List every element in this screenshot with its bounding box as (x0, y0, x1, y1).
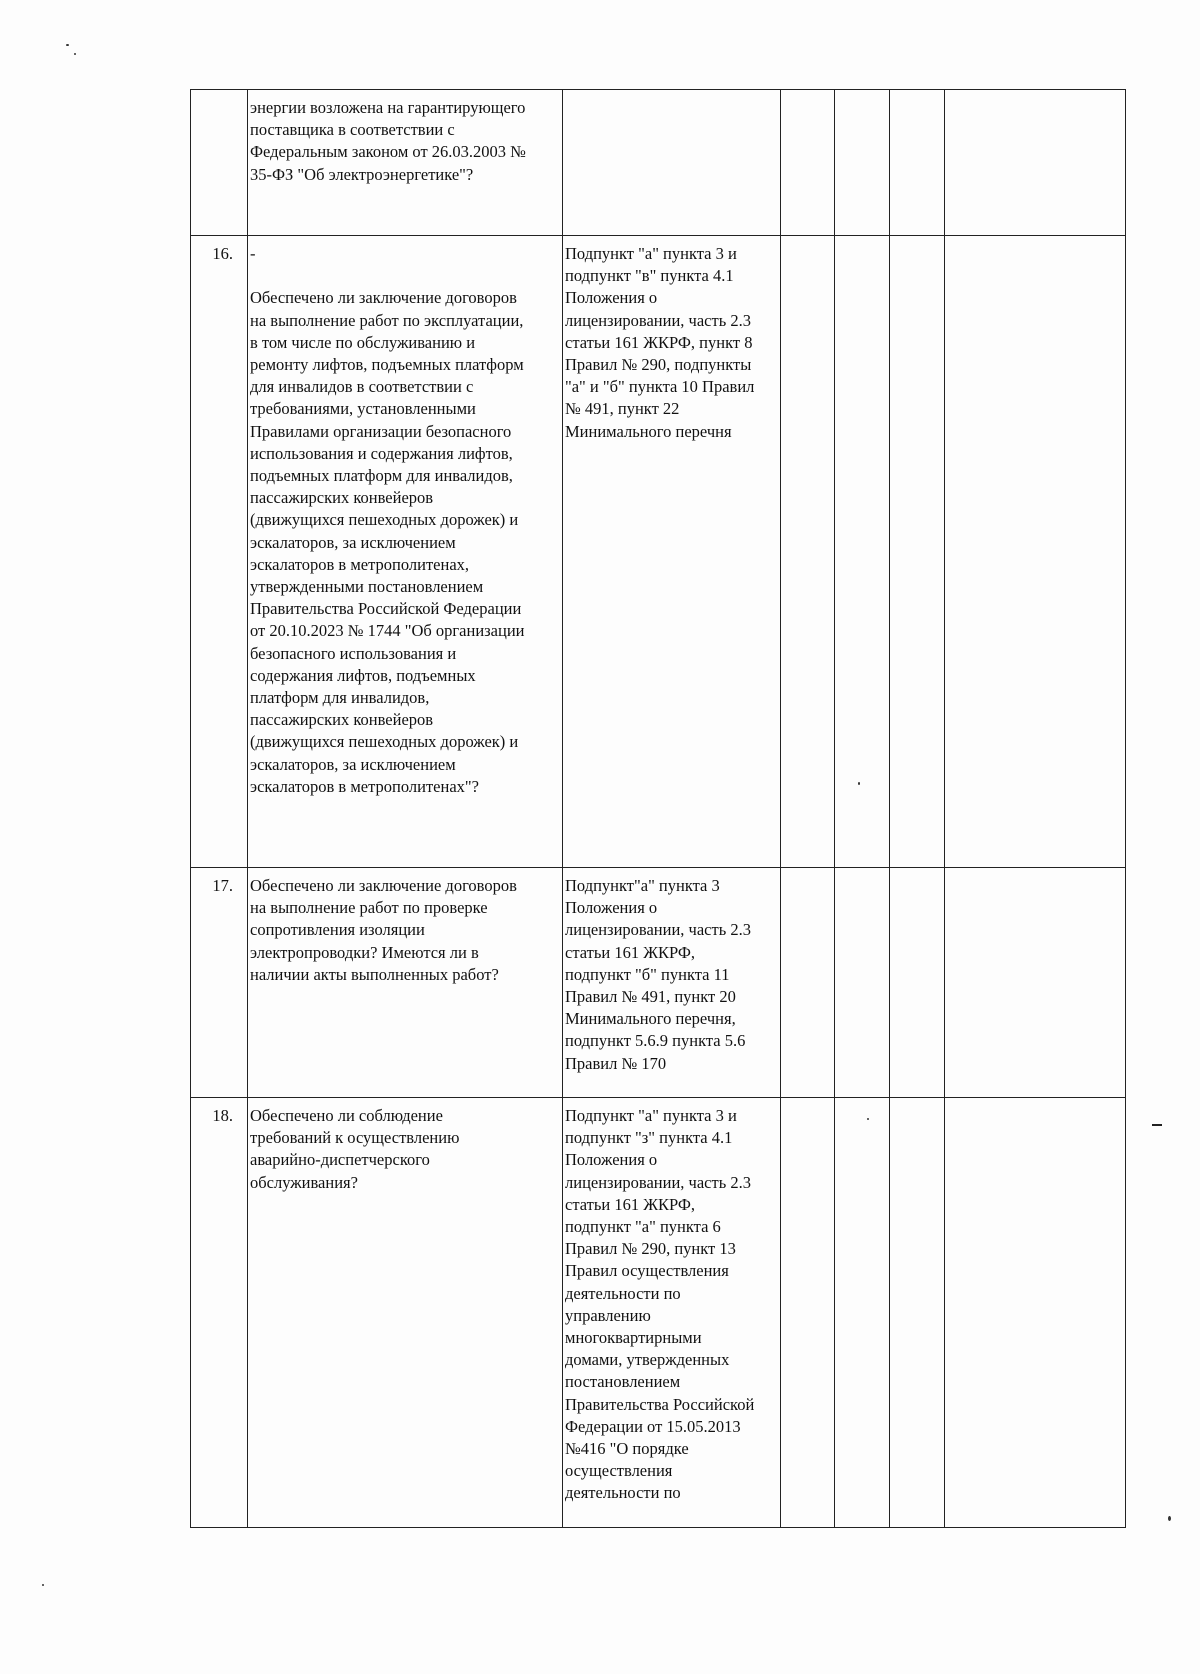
row-number (191, 90, 248, 236)
answer-na-cell (890, 1098, 945, 1528)
scan-speck (74, 53, 76, 55)
row-number: 16. (191, 236, 248, 868)
table-row (191, 1098, 1126, 1528)
answer-na-cell (890, 90, 945, 236)
answer-yes-cell (781, 868, 835, 1098)
scan-mark (1152, 1124, 1162, 1126)
answer-yes-cell (781, 1098, 835, 1528)
scan-speck (66, 44, 69, 46)
note-cell (945, 868, 1126, 1098)
scan-speck (1168, 1516, 1171, 1521)
table-row (191, 90, 1126, 236)
reference-cell: Подпункт "а" пункта 3 и подпункт "з" пункта 4.1 Положения о лицензировании, часть 2.3 статьи 161 ЖКРФ, подпункт "а" пункта 6 Правил № 290, пункт 13 Правил осуществления деятельности по управлению многоквартирными домами, утвержденных постановлением Правительства Российской Федерации от 15.05.2013 №416 "О порядке осуществления деятельности по (563, 1098, 781, 1528)
question-cell: Обеспечено ли соблюдение требований к осуществлению аварийно-диспетчерского обслуживания? (248, 1098, 563, 1528)
reference-cell: Подпункт "а" пункта 3 и подпункт "в" пункта 4.1 Положения о лицензировании, часть 2.3 статьи 161 ЖКРФ, пункт 8 Правил № 290, подпункты "а" и "б" пункта 10 Правил № 491, пункт 22 Минимального перечня (563, 236, 781, 868)
note-cell (945, 236, 1126, 868)
reference-cell (563, 90, 781, 236)
answer-no-cell (835, 1098, 890, 1528)
answer-yes-cell (781, 236, 835, 868)
question-cell: энергии возложена на гарантирующего поставщика в соответствии с Федеральным законом от 26.03.2003 № 35-ФЗ "Об электроэнергетике"? (248, 90, 563, 236)
table-row (191, 236, 1126, 868)
answer-no-cell (835, 90, 890, 236)
checklist-table (190, 89, 1126, 1528)
reference-cell: Подпункт"а" пункта 3 Положения о лицензировании, часть 2.3 статьи 161 ЖКРФ, подпункт "б" пункта 11 Правил № 491, пункт 20 Минимального перечня, подпункт 5.6.9 пункта 5.6 Правил № 170 (563, 868, 781, 1098)
answer-no-cell (835, 868, 890, 1098)
answer-yes-cell (781, 90, 835, 236)
table-row (191, 868, 1126, 1098)
row-number: 17. (191, 868, 248, 1098)
row-number: 18. (191, 1098, 248, 1528)
answer-na-cell (890, 236, 945, 868)
question-cell: Обеспечено ли заключение договоров на выполнение работ по проверке сопротивления изоляции электропроводки? Имеются ли в наличии акты выполненных работ? (248, 868, 563, 1098)
scan-speck (42, 1584, 44, 1586)
note-cell (945, 1098, 1126, 1528)
question-cell: - Обеспечено ли заключение договоров на выполнение работ по эксплуатации, в том числе по обслуживанию и ремонту лифтов, подъемных платформ для инвалидов в соответствии с требованиями, установленными Правилами организации безопасного использования и содержания лифтов, подъемных платформ для инвалидов, пассажирских конвейеров (движущихся пешеходных дорожек) и эскалаторов, за исключением эскалаторов в метрополитенах, утвержденными постановлением Правительства Российской Федерации от 20.10.2023 № 1744 "Об организации безопасного использования и содержания лифтов, подъемных платформ для инвалидов, пассажирских конвейеров (движущихся пешеходных дорожек) и эскалаторов, за исключением эскалаторов в метрополитенах"? (248, 236, 563, 868)
note-cell (945, 90, 1126, 236)
answer-na-cell (890, 868, 945, 1098)
answer-no-cell (835, 236, 890, 868)
